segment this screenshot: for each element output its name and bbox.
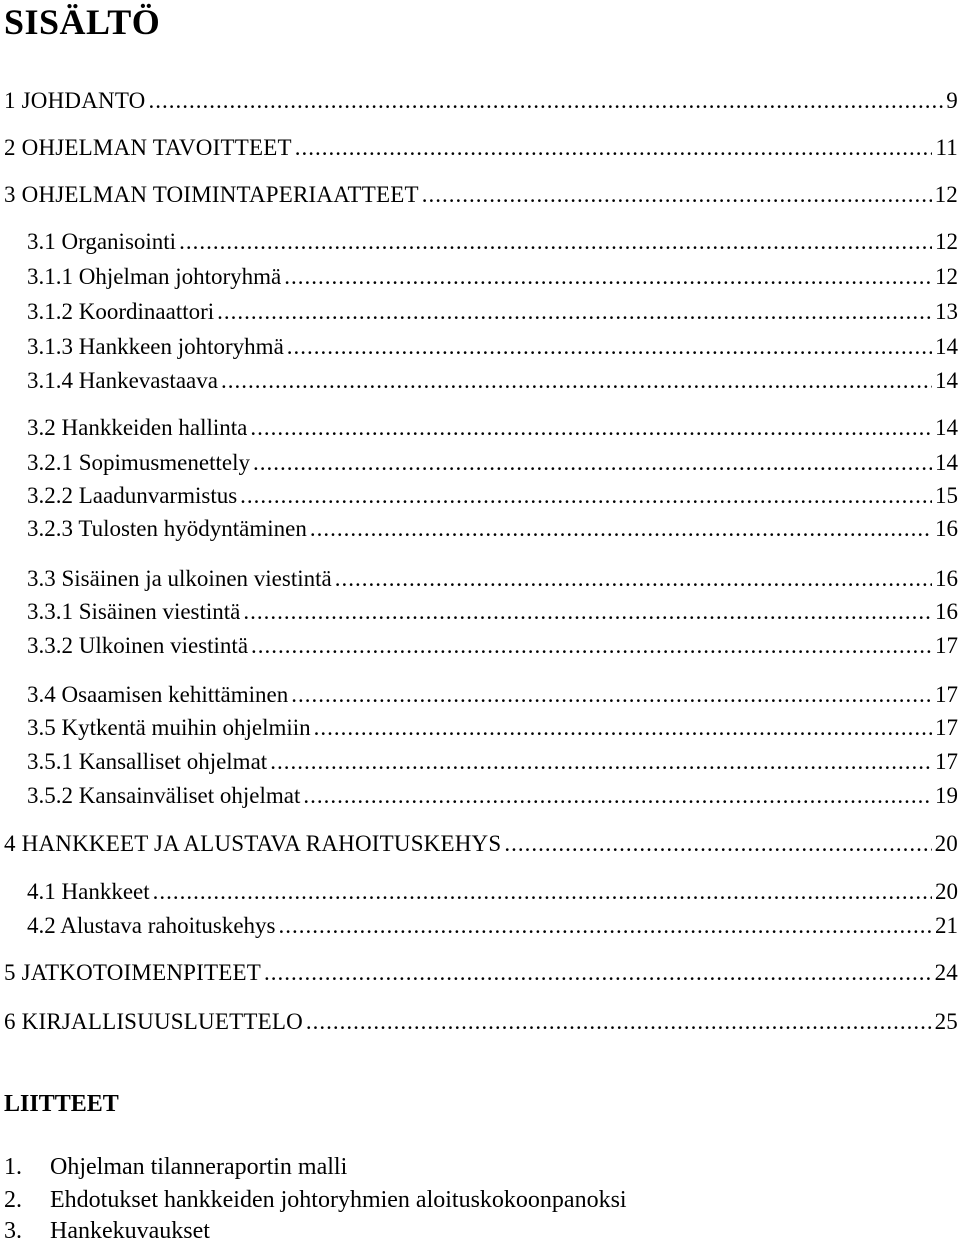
toc-entry-page: 13 (935, 299, 958, 324)
toc-entry-label: 3.1 Organisointi (27, 229, 177, 254)
toc-entry-label: 4 HANKKEET JA ALUSTAVA RAHOITUSKEHYS (4, 831, 502, 856)
toc-dot-leader (240, 481, 932, 511)
toc-entry-hankkeiden-hallinta[interactable] (27, 413, 958, 443)
toc-entry-page: 17 (935, 749, 958, 774)
toc-entry-label: 3.5.2 Kansainväliset ohjelmat (27, 783, 301, 808)
toc-entry-label: 2 OHJELMAN TAVOITTEET (4, 135, 292, 160)
toc-entry-organisointi[interactable] (27, 227, 958, 257)
toc-entry-page: 21 (935, 913, 958, 938)
toc-entry-label: 4.1 Hankkeet (27, 879, 150, 904)
toc-entry-page: 20 (935, 879, 958, 904)
toc-entry-koordinaattori[interactable] (27, 297, 958, 327)
toc-dot-leader (422, 180, 932, 210)
appendix-label: Ohjelman tilanneraportin malli (50, 1154, 348, 1180)
toc-entry-label: 3.5.1 Kansalliset ohjelmat (27, 749, 268, 774)
toc-entry-page: 12 (935, 229, 958, 254)
toc-entry-page: 11 (935, 135, 958, 160)
toc-dot-leader (335, 564, 932, 594)
toc-entry-label: 3.3.1 Sisäinen viestintä (27, 599, 241, 624)
toc-entry-osaamisen-kehittaminen[interactable] (27, 680, 958, 710)
toc-entry-kansainvaliset-ohjelmat[interactable] (27, 781, 958, 811)
toc-entry-page: 20 (934, 831, 958, 856)
toc-dot-leader (251, 631, 932, 661)
toc-entry-label: 6 KIRJALLISUUSLUETTELO (4, 1009, 303, 1034)
appendix-number: 3. (4, 1218, 22, 1244)
toc-dot-leader (310, 514, 932, 544)
toc-entry-label: 3.3 Sisäinen ja ulkoinen viestintä (27, 566, 332, 591)
toc-entry-label: 3.3.2 Ulkoinen viestintä (27, 633, 249, 658)
toc-entry-page: 14 (935, 450, 958, 475)
toc-entry-label: 3.1.4 Hankevastaava (27, 368, 218, 393)
toc-entry-hankkeet[interactable] (27, 877, 958, 907)
toc-dot-leader (253, 448, 932, 478)
toc-dot-leader (504, 829, 931, 859)
toc-dot-leader (284, 262, 932, 292)
toc-entry-label: 1 JOHDANTO (4, 88, 146, 113)
toc-dot-leader (279, 911, 933, 941)
toc-entry-hankevastaava[interactable] (27, 366, 958, 396)
toc-entry-kansalliset-ohjelmat[interactable] (27, 747, 958, 777)
page-title: SISÄLTÖ (4, 2, 161, 42)
toc-entry-label: 3.1.1 Ohjelman johtoryhmä (27, 264, 282, 289)
toc-dot-leader (153, 877, 932, 907)
toc-entry-johdanto[interactable] (4, 86, 958, 116)
toc-entry-page: 16 (935, 566, 958, 591)
toc-dot-leader (149, 86, 944, 116)
appendix-item (4, 1184, 627, 1216)
appendices-heading: LIITTEET (4, 1091, 119, 1117)
toc-entry-label: 3.2.1 Sopimusmenettely (27, 450, 250, 475)
toc-entry-label: 5 JATKOTOIMENPITEET (4, 960, 261, 985)
toc-dot-leader (303, 781, 932, 811)
toc-dot-leader (287, 332, 932, 362)
toc-entry-page: 17 (935, 715, 958, 740)
toc-entry-alustava-rahoituskehys[interactable] (27, 911, 958, 941)
toc-entry-page: 25 (934, 1009, 958, 1034)
toc-dot-leader (306, 1007, 932, 1037)
toc-entry-page: 14 (935, 368, 958, 393)
toc-entry-page: 17 (935, 633, 958, 658)
toc-entry-page: 24 (934, 960, 958, 985)
toc-entry-sopimusmenettely[interactable] (27, 448, 958, 478)
toc-entry-ohjelman-tavoitteet[interactable] (4, 133, 958, 163)
toc-entry-page: 12 (935, 264, 958, 289)
toc-entry-laadunvarmistus[interactable] (27, 481, 958, 511)
toc-entry-kytkenta-muihin-ohjelmiin[interactable] (27, 713, 958, 743)
appendix-item (4, 1215, 210, 1247)
toc-entry-kirjallisuusluettelo[interactable] (4, 1007, 958, 1037)
toc-entry-sisainen-viestinta[interactable] (27, 597, 958, 627)
toc-entry-ulkoinen-viestinta[interactable] (27, 631, 958, 661)
appendix-label: Ehdotukset hankkeiden johtoryhmien aloituskokoonpanoksi (50, 1187, 627, 1213)
toc-entry-label: 3.2.3 Tulosten hyödyntäminen (27, 516, 307, 541)
appendix-label: Hankekuvaukset (50, 1218, 210, 1244)
toc-entry-page: 12 (934, 182, 958, 207)
appendix-number: 2. (4, 1187, 22, 1213)
toc-entry-page: 14 (935, 334, 958, 359)
toc-entry-tulosten-hyodyntaminen[interactable] (27, 514, 958, 544)
toc-entry-toimintaperiaatteet[interactable] (4, 180, 958, 210)
toc-entry-label: 3.5 Kytkentä muihin ohjelmiin (27, 715, 311, 740)
toc-dot-leader (314, 713, 932, 743)
toc-entry-ohjelman-johtoryhma[interactable] (27, 262, 958, 292)
toc-entry-label: 3.2 Hankkeiden hallinta (27, 415, 248, 440)
appendix-number: 1. (4, 1154, 22, 1180)
toc-entry-label: 3.1.3 Hankkeen johtoryhmä (27, 334, 284, 359)
appendix-item (4, 1151, 347, 1183)
toc-entry-page: 17 (935, 682, 958, 707)
toc-dot-leader (217, 297, 932, 327)
toc-entry-label: 3 OHJELMAN TOIMINTAPERIAATTEET (4, 182, 419, 207)
toc-dot-leader (221, 366, 932, 396)
toc-dot-leader (243, 597, 932, 627)
toc-entry-hankkeen-johtoryhma[interactable] (27, 332, 958, 362)
toc-dot-leader (295, 133, 933, 163)
toc-dot-leader (270, 747, 932, 777)
toc-entry-page: 19 (935, 783, 958, 808)
toc-dot-leader (291, 680, 932, 710)
toc-entry-page: 16 (935, 516, 958, 541)
toc-entry-page: 14 (935, 415, 958, 440)
toc-entry-page: 9 (946, 88, 958, 113)
toc-dot-leader (264, 958, 932, 988)
toc-entry-label: 3.4 Osaamisen kehittäminen (27, 682, 289, 707)
toc-dot-leader (179, 227, 932, 257)
toc-entry-label: 3.1.2 Koordinaattori (27, 299, 215, 324)
toc-entry-hankkeet-ja-rahoituskehys[interactable] (4, 829, 958, 859)
toc-entry-label: 3.2.2 Laadunvarmistus (27, 483, 238, 508)
toc-entry-jatkotoimenpiteet[interactable] (4, 958, 958, 988)
toc-entry-page: 15 (935, 483, 958, 508)
toc-dot-leader (250, 413, 932, 443)
toc-entry-label: 4.2 Alustava rahoituskehys (27, 913, 276, 938)
toc-entry-viestinta[interactable] (27, 564, 958, 594)
toc-entry-page: 16 (935, 599, 958, 624)
